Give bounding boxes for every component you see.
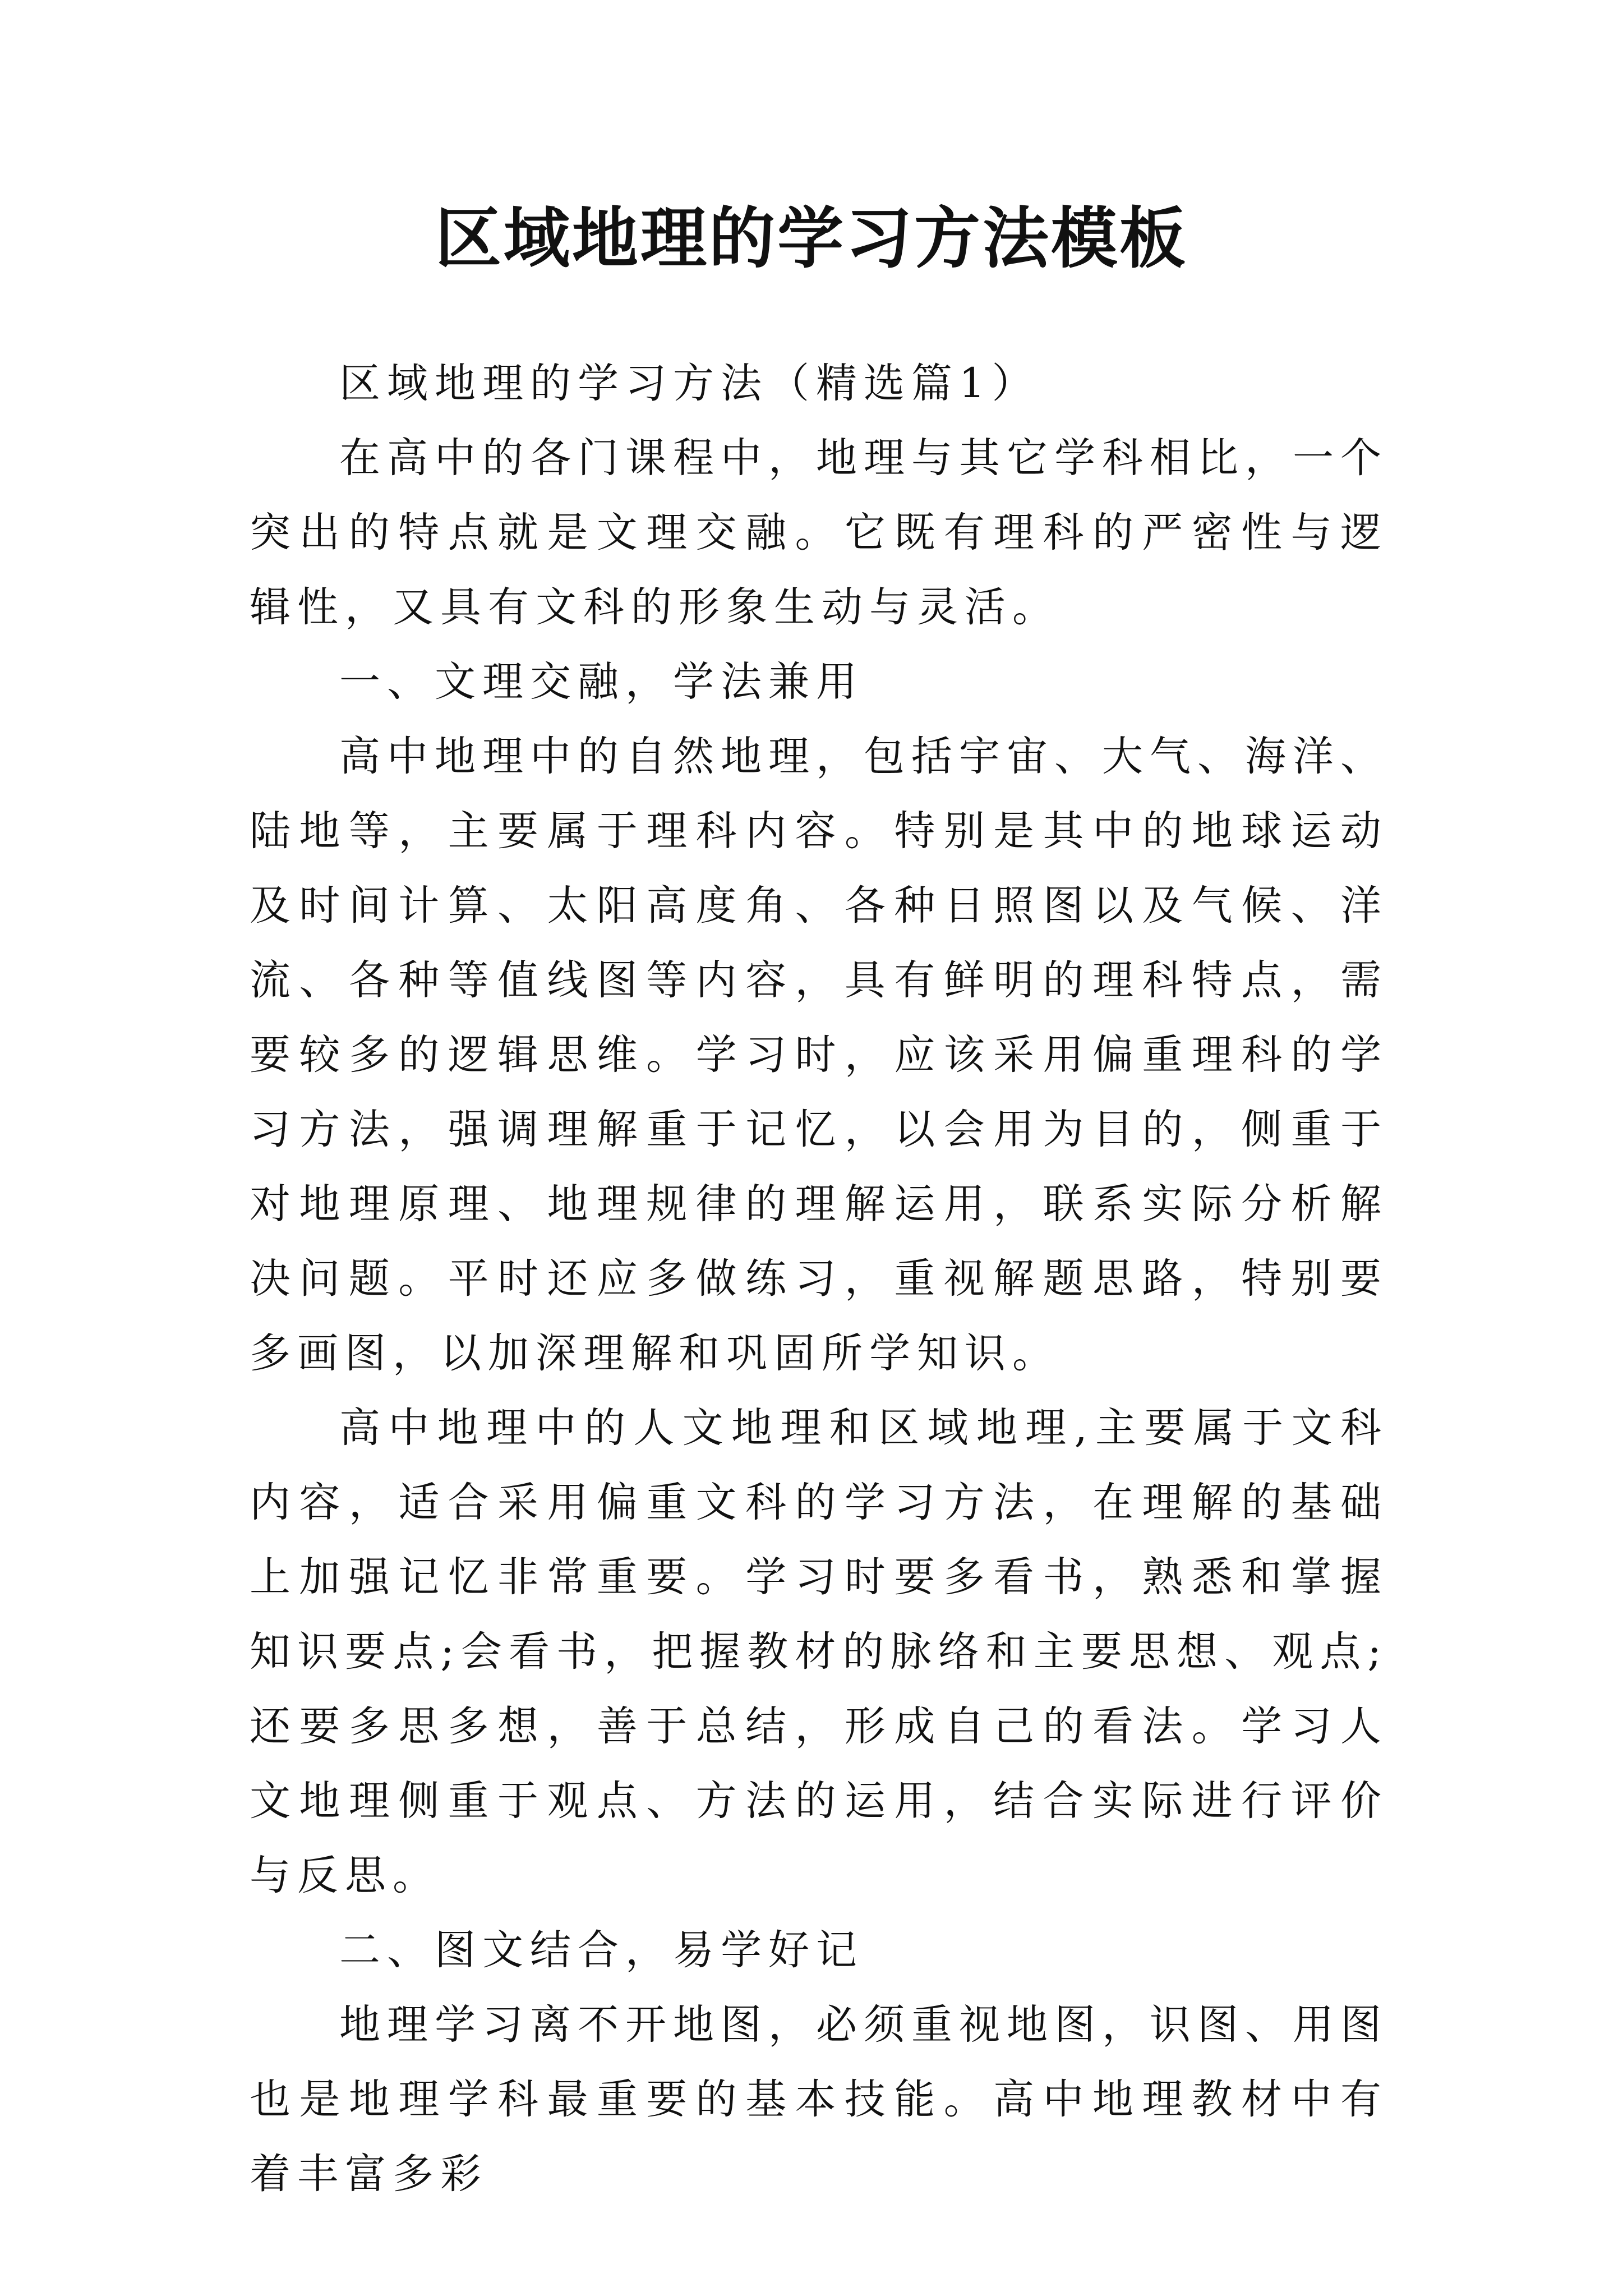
- section-heading: 一、文理交融，学法兼用: [339, 658, 864, 706]
- document-title: 区域地理的学习方法模板: [435, 199, 1188, 277]
- body-paragraph: 高中地理中的人文地理和区域地理,主要属于文科内容，适合采用偏重文科的学习方法，在理解的基础上加强记忆非常重要。学习时要多看书，熟悉和掌握知识要点;会看书，把握教材的脉络和主要思想、观点;还要多思多想，善于总结，形成自己的看法。学习人文地理侧重于观点、方法的运用，结合实际进行评价与反思。: [250, 1404, 1388, 1899]
- document-body: [250, 346, 1388, 2211]
- section-heading: 区域地理的学习方法（精选篇1）: [339, 360, 1040, 407]
- section-heading: 二、图文结合，易学好记: [339, 1926, 864, 1974]
- body-paragraph: 在高中的各门课程中，地理与其它学科相比，一个突出的特点就是文理交融。它既有理科的严密性与逻辑性，又具有文科的形象生动与灵活。: [250, 434, 1388, 631]
- body-paragraph: 高中地理中的自然地理，包括宇宙、大气、海洋、陆地等，主要属于理科内容。特别是其中的地球运动及时间计算、太阳高度角、各种日照图以及气候、洋流、各种等值线图等内容，具有鲜明的理科特点，需要较多的逻辑思维。学习时，应该采用偏重理科的学习方法，强调理解重于记忆，以会用为目的，侧重于对地理原理、地理规律的理解运用，联系实际分析解决问题。平时还应多做练习，重视解题思路，特别要多画图，以加深理解和巩固所学知识。: [250, 733, 1388, 1377]
- body-paragraph: 地理学习离不开地图，必须重视地图，识图、用图也是地理学科最重要的基本技能。高中地理教材中有着丰富多彩: [250, 2001, 1388, 2198]
